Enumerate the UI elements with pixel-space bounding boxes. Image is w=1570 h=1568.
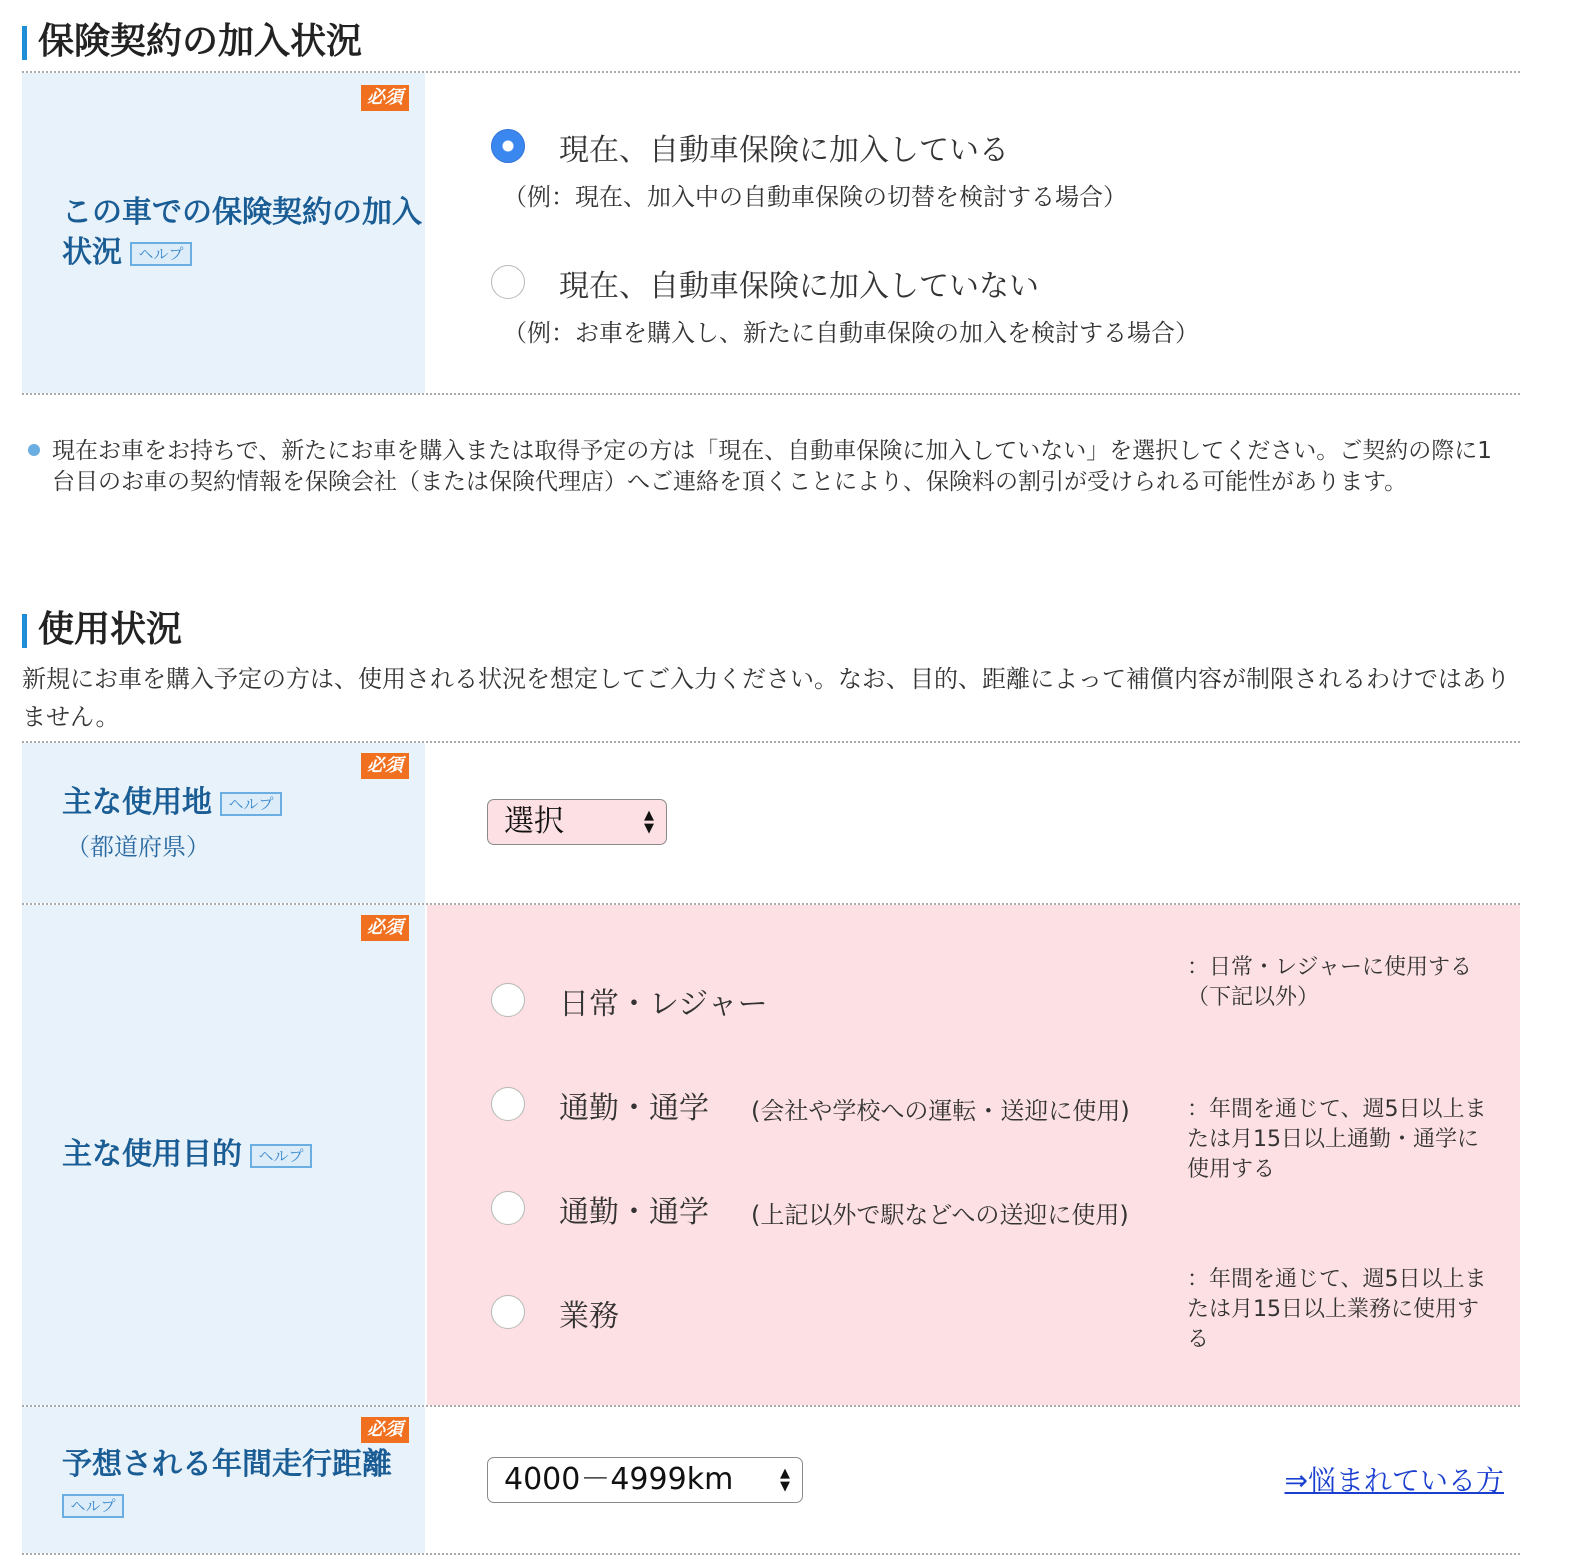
insurance-options-cell bbox=[427, 73, 1520, 393]
insurance-option-label[interactable]: 現在、自動車保険に加入していない bbox=[559, 269, 1039, 304]
purpose-option-note: (上記以外で駅などへの送迎に使用) bbox=[751, 1201, 1129, 1229]
help-button[interactable]: ヘルプ bbox=[130, 242, 192, 266]
help-choosing-link[interactable]: ⇒悩まれている方 bbox=[1284, 1464, 1504, 1497]
insurance-bullet-note: 現在お車をお持ちで、新たにお車を購入または取得予定の方は「現在、自動車保険に加入していない」を選択してください。ご契約の際に1台目のお車の契約情報を保険会社（または保険代理店）へご連絡を頂くことにより、保険料の割引が受けられる可能性があります。 bbox=[52, 438, 1492, 495]
divider bbox=[22, 393, 1520, 395]
purpose-option-label[interactable]: 業務 bbox=[559, 1299, 619, 1334]
location-field-label bbox=[62, 783, 282, 823]
insurance-section-title: 保険契約の加入状況 bbox=[22, 20, 362, 64]
mileage-input-cell bbox=[427, 1407, 1520, 1553]
mileage-label-cell bbox=[22, 1407, 425, 1553]
insurance-label-cell bbox=[22, 73, 425, 393]
purpose-option-label[interactable]: 通勤・通学 bbox=[559, 1091, 709, 1126]
radio-unchecked-icon[interactable] bbox=[491, 1191, 525, 1225]
prefecture-select[interactable] bbox=[487, 799, 667, 845]
required-badge: 必須 bbox=[361, 1417, 409, 1443]
purpose-description: ：年間を通じて、週5日以上または月15日以上業務に使用する bbox=[1187, 1267, 1487, 1352]
usage-section-title: 使用状況 bbox=[22, 608, 182, 652]
purpose-option-label[interactable]: 日常・レジャー bbox=[559, 987, 768, 1022]
insurance-option-note: （例：お車を購入し、新たに自動車保険の加入を検討する場合） bbox=[503, 319, 1199, 347]
location-input-cell bbox=[427, 743, 1520, 903]
dot-bullet-icon bbox=[28, 444, 40, 456]
radio-unchecked-icon[interactable] bbox=[491, 1295, 525, 1329]
insurance-option-label[interactable]: 現在、自動車保険に加入している bbox=[559, 133, 1009, 168]
required-badge: 必須 bbox=[361, 85, 409, 111]
purpose-description: ：年間を通じて、週5日以上または月15日以上通勤・通学に使用する bbox=[1187, 1097, 1487, 1182]
help-button[interactable]: ヘルプ bbox=[220, 792, 282, 816]
radio-unchecked-icon[interactable] bbox=[491, 1087, 525, 1121]
location-field-label-text: 主な使用地 bbox=[62, 785, 212, 820]
purpose-label-cell bbox=[22, 905, 425, 1405]
insurance-field-label-text: この車での保険契約の加入状況 bbox=[62, 195, 422, 270]
mileage-select[interactable] bbox=[487, 1457, 803, 1503]
purpose-field-label-text: 主な使用目的 bbox=[62, 1137, 242, 1172]
required-badge: 必須 bbox=[361, 915, 409, 941]
mileage-field-label bbox=[62, 1445, 432, 1525]
insurance-option-note: （例：現在、加入中の自動車保険の切替を検討する場合） bbox=[503, 183, 1127, 211]
purpose-option-note: (会社や学校への運転・送迎に使用) bbox=[751, 1097, 1130, 1125]
radio-unchecked-icon[interactable] bbox=[491, 983, 525, 1017]
purpose-field-label bbox=[62, 1135, 312, 1175]
insurance-field-label bbox=[62, 193, 422, 273]
purpose-options-cell bbox=[427, 905, 1520, 1405]
usage-intro-text: 新規にお車を購入予定の方は、使用される状況を想定してご入力ください。なお、目的、距離によって補償内容が制限されるわけではありません。 bbox=[22, 665, 1510, 731]
updown-arrows-icon: ▲ ▼ bbox=[644, 808, 654, 836]
purpose-option-label[interactable]: 通勤・通学 bbox=[559, 1195, 709, 1230]
help-button[interactable]: ヘルプ bbox=[62, 1494, 124, 1518]
help-button[interactable]: ヘルプ bbox=[250, 1144, 312, 1168]
mileage-field-label-text: 予想される年間走行距離 bbox=[62, 1447, 392, 1482]
location-field-sublabel: （都道府県） bbox=[66, 833, 210, 861]
radio-checked-icon[interactable] bbox=[491, 129, 525, 163]
prefecture-select-value: 選択 bbox=[504, 804, 564, 839]
divider bbox=[22, 1553, 1520, 1555]
required-badge: 必須 bbox=[361, 753, 409, 779]
updown-arrows-icon: ▲ ▼ bbox=[780, 1466, 790, 1494]
radio-unchecked-icon[interactable] bbox=[491, 265, 525, 299]
location-label-cell bbox=[22, 743, 425, 903]
mileage-select-value: 4000－4999km bbox=[504, 1462, 734, 1497]
purpose-description: ：日常・レジャーに使用する（下記以外） bbox=[1187, 955, 1473, 1010]
